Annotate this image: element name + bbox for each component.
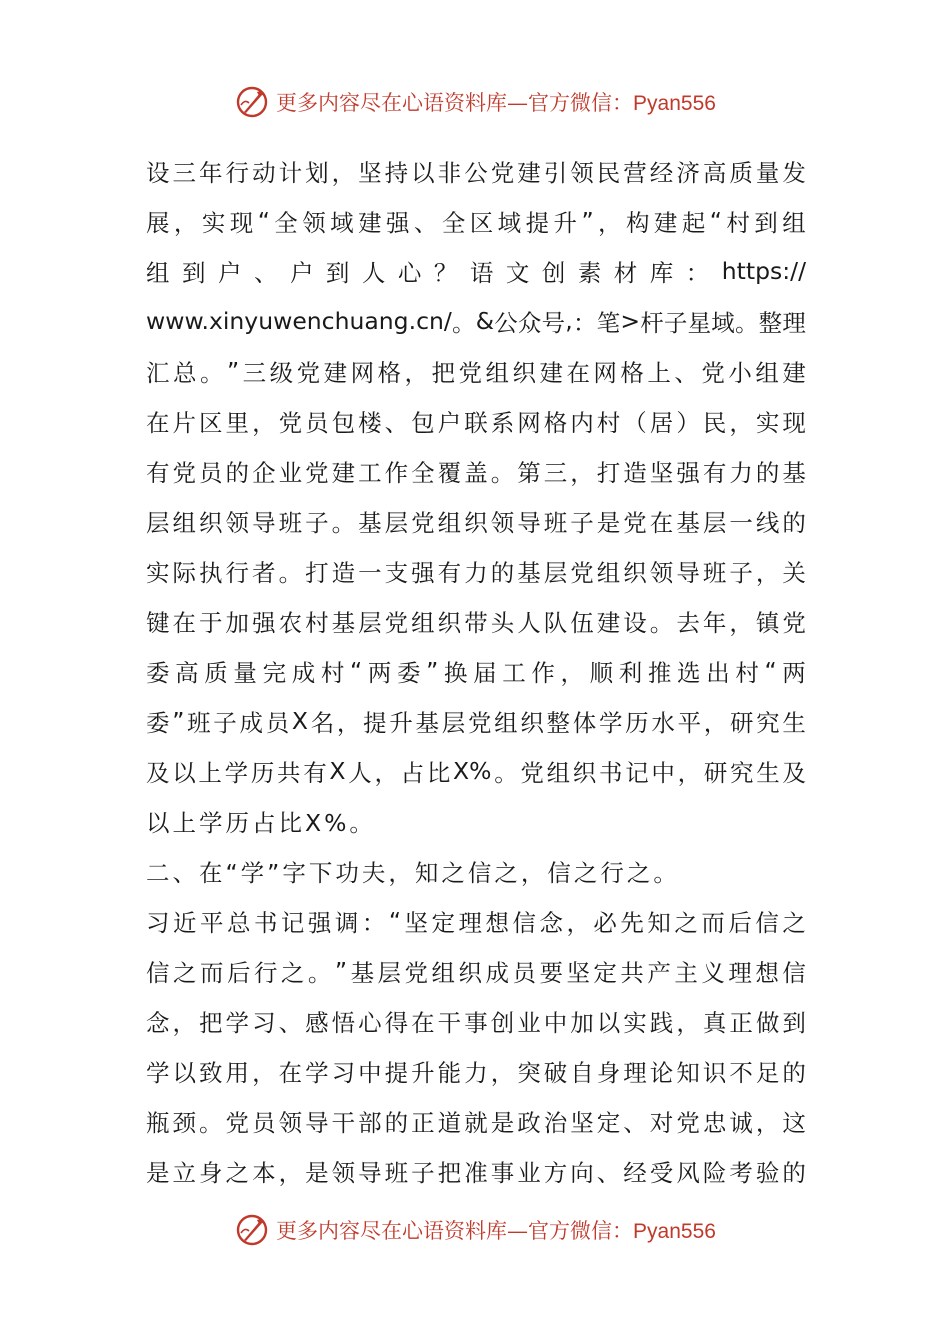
document-body xyxy=(146,146,806,1196)
text-line: 习 近 平 总 书 记 强 调 ： “ 坚 定 理 想 信 念 ， 必 先 知 之 而 后 信 之 xyxy=(146,907,806,937)
footer-banner xyxy=(0,1210,950,1250)
text-line: 汇 总 。 ” 三 级 党 建 网 格 ， 把 党 组 织 建 在 网 格 上 、 党 小 组 建 xyxy=(146,357,806,387)
text-line: 信 之 而 后 行 之 。 ” 基 层 党 组 织 成 员 要 坚 定 共 产 主 义 理 想 信 xyxy=(146,957,806,987)
text-line: 瓶 颈 。 党 员 领 导 干 部 的 正 道 就 是 政 治 坚 定 、 对 党 忠 诚 ， 这 xyxy=(146,1109,806,1137)
text-line: 有 党 员 的 企 业 党 建 工 作 全 覆 盖 。 第 三 ， 打 造 坚 强 有 力 的 基 xyxy=(146,459,806,487)
text-line: 委 ” 班 子 成 员 X 名 ， 提 升 基 层 党 组 织 整 体 学 历 水 平 ， 研 究 生 xyxy=(146,707,806,737)
banner-text xyxy=(276,1215,716,1245)
text-line: 实 际 执 行 者 。 打 造 一 支 强 有 力 的 基 层 党 组 织 领 导 班 子 ， 关 xyxy=(146,559,806,587)
text-line: 念 ， 把 学 习 、 感 悟 心 得 在 干 事 创 业 中 加 以 实 践 ， 真 正 做 到 xyxy=(146,1009,806,1037)
text-line: 层 组 织 领 导 班 子 。 基 层 党 组 织 领 导 班 子 是 党 在 基 层 一 线 的 xyxy=(146,509,806,537)
text-line: 学 以 致 用 ， 在 学 习 中 提 升 能 力 ， 突 破 自 身 理 论 知 识 不 足 的 xyxy=(146,1059,806,1087)
text-line: 是 立 身 之 本 ， 是 领 导 班 子 把 准 事 业 方 向 、 经 受 风 险 考 验 的 xyxy=(146,1159,806,1187)
quill-pen-logo-icon xyxy=(234,84,270,120)
text-line: 委 高 质 量 完 成 村 “ 两 委 ” 换 届 工 作 ， 顺 利 推 选 出 村 “ 两 xyxy=(146,657,806,687)
header-banner xyxy=(0,82,950,122)
banner-text-cn: 更多内容尽在心语资料库—官方微信： xyxy=(276,1219,634,1243)
banner-text xyxy=(276,87,716,117)
text-line: 组 到 户 、 户 到 人 心 ？ 语 文 创 素 材 库 ： https:// xyxy=(146,257,806,287)
banner-text-cn: 更多内容尽在心语资料库—官方微信： xyxy=(276,91,634,115)
text-line: 二、在“学”字下功夫，知之信之，信之行之。 xyxy=(146,859,680,887)
text-line: 及 以 上 学 历 共 有 X 人 ， 占 比 X% 。 党 组 织 书 记 中 ， 研 究 生 及 xyxy=(146,757,806,787)
banner-wechat-id: Pyan556 xyxy=(633,92,716,115)
text-line: 以上学历占比X%。 xyxy=(146,809,376,837)
text-line: www.xinyuwenchuang.cn/ 。 & 公 众 号 , ： 笔 > 杆 子 星 域 。 整 理 xyxy=(146,307,806,337)
text-line: 键 在 于 加 强 农 村 基 层 党 组 织 带 头 人 队 伍 建 设 。 去 年 ， 镇 党 xyxy=(146,609,806,637)
quill-pen-logo-icon xyxy=(234,1212,270,1248)
text-line: 在 片 区 里 ， 党 员 包 楼 、 包 户 联 系 网 格 内 村 （ 居 ） 民 ， 实 现 xyxy=(146,409,806,437)
text-line: 设 三 年 行 动 计 划 ， 坚 持 以 非 公 党 建 引 领 民 营 经 济 高 质 量 发 xyxy=(146,159,806,187)
banner-wechat-id: Pyan556 xyxy=(633,1220,716,1243)
text-line: 展 ， 实 现 “ 全 领 域 建 强 、 全 区 域 提 升 ” ， 构 建 起 “ 村 到 组 xyxy=(146,207,806,237)
